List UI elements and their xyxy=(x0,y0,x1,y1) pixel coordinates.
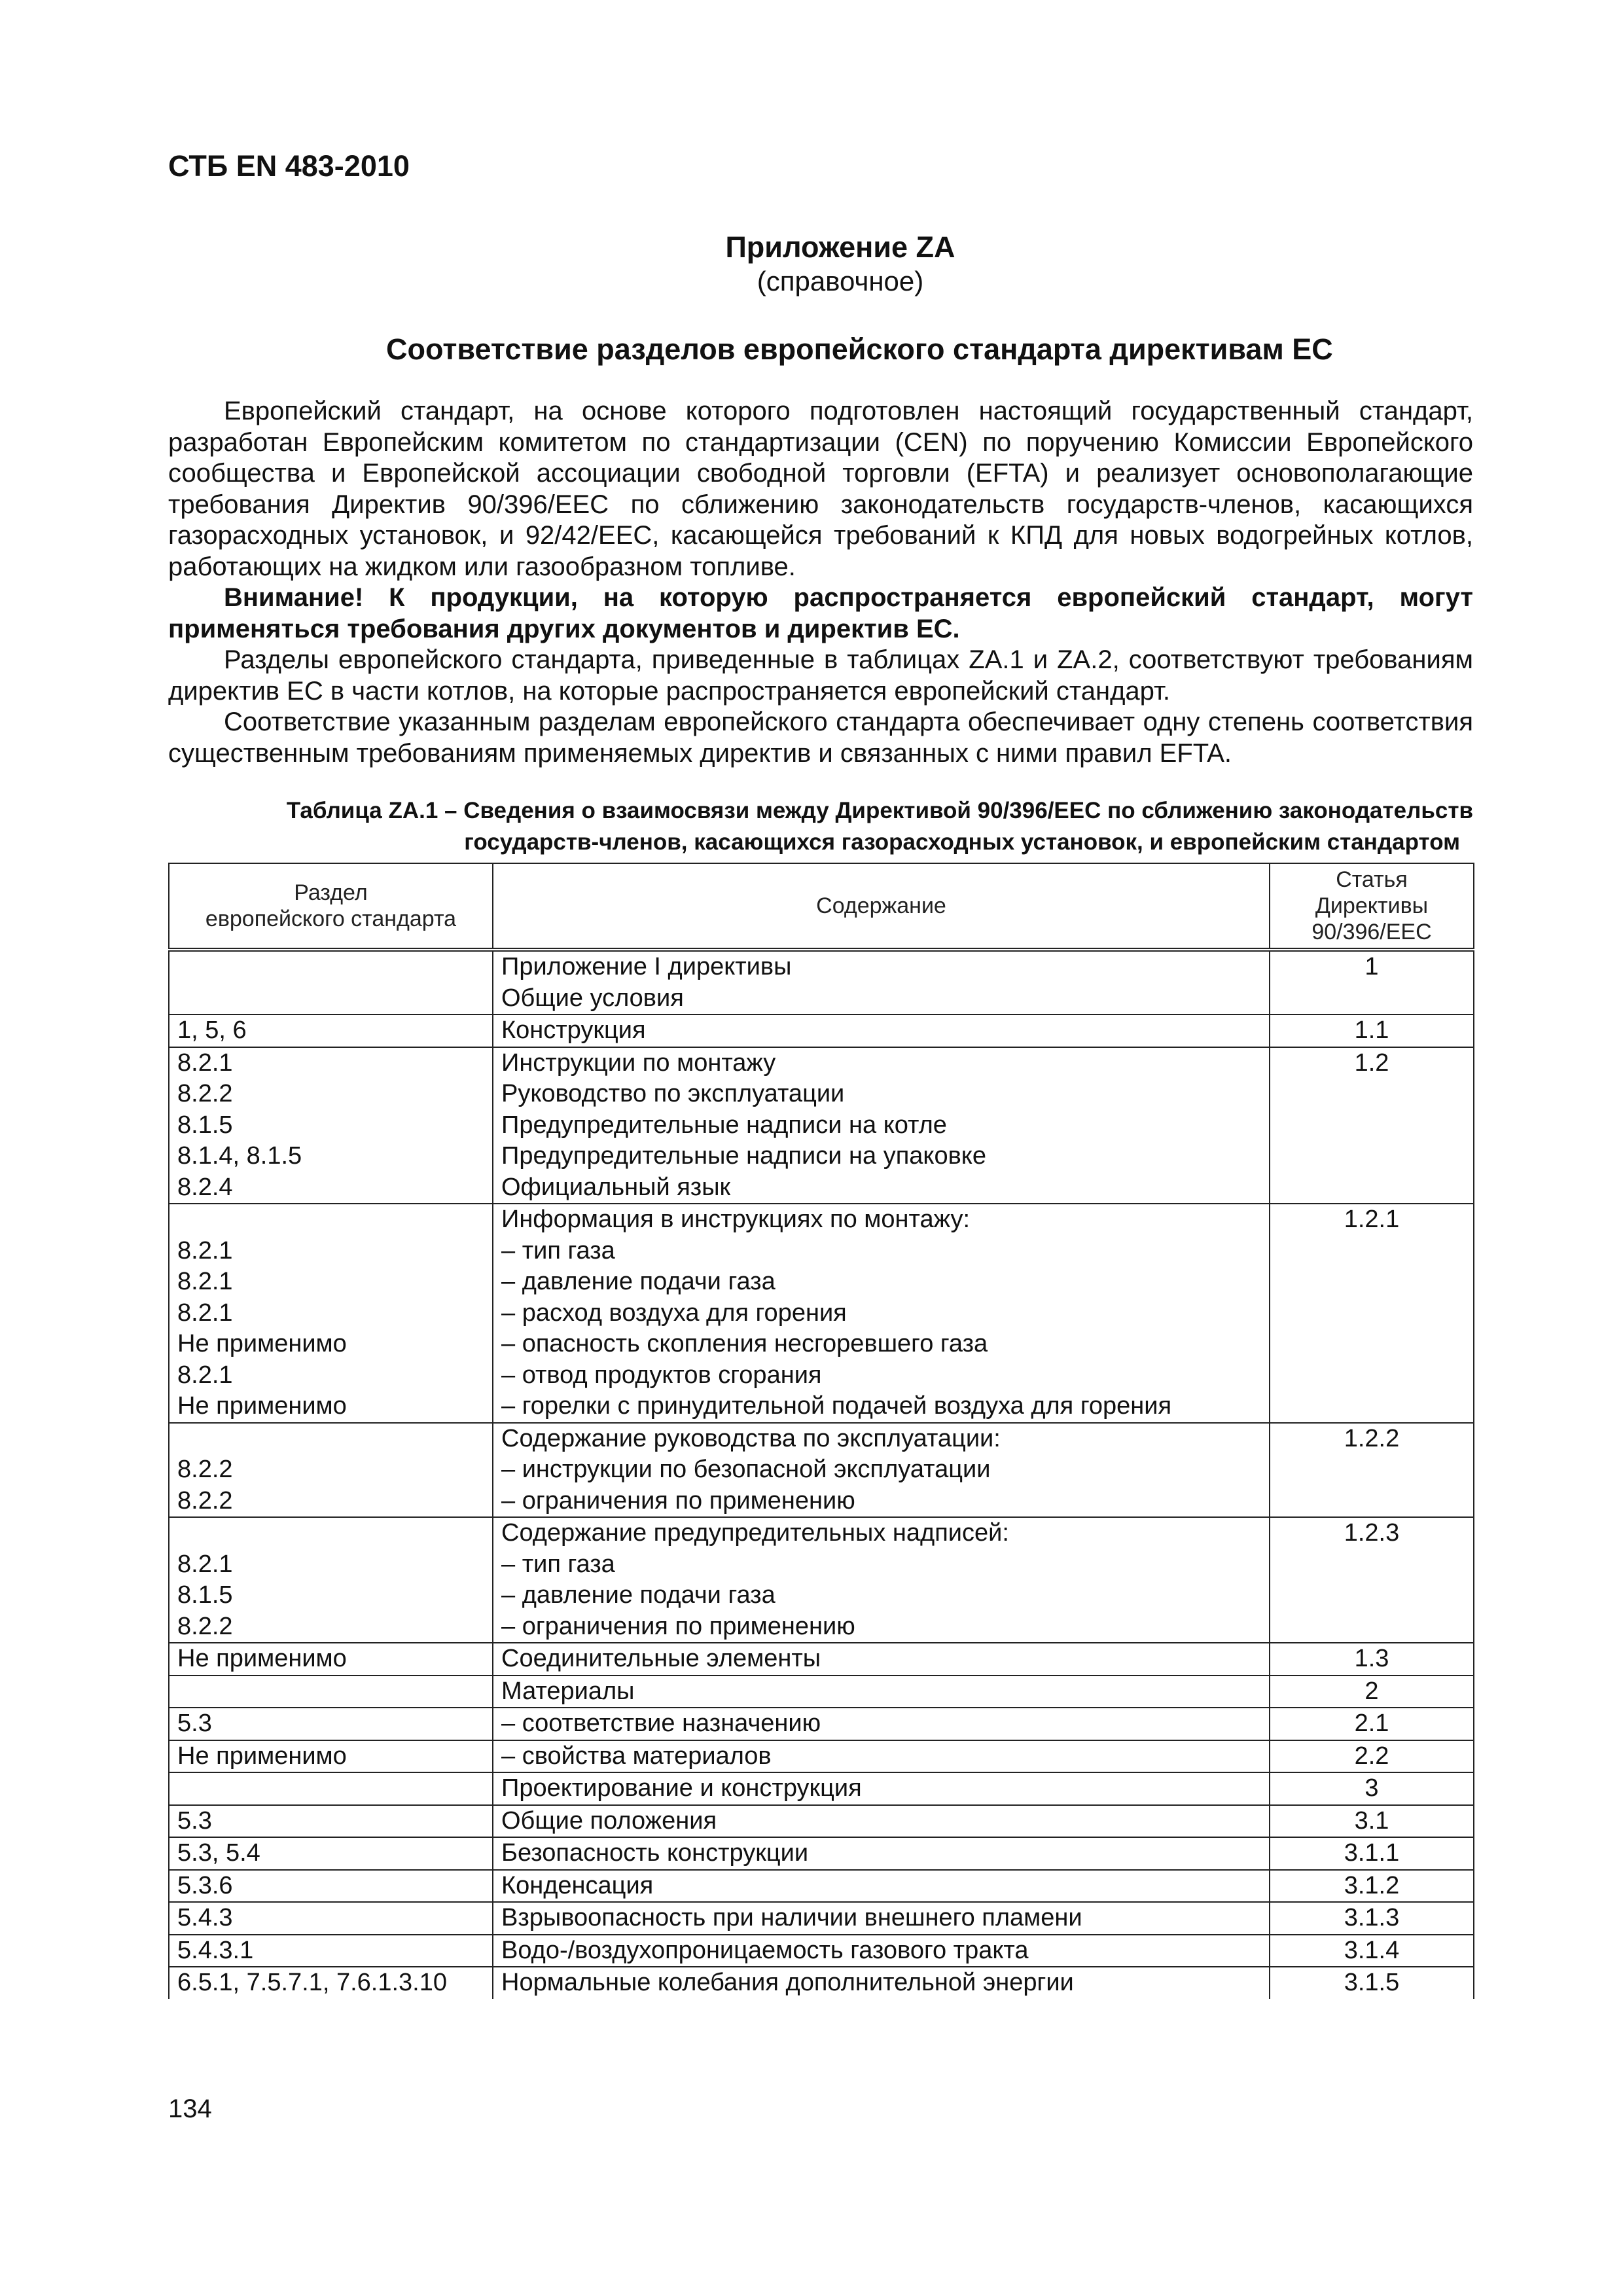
cell-section: 8.2.1 8.1.5 8.2.2 xyxy=(169,1517,493,1643)
cell-section xyxy=(169,1676,493,1708)
cell-content: Проектирование и конструкция xyxy=(493,1772,1270,1805)
cell-article: 1.3 xyxy=(1270,1643,1474,1676)
cell-article: 3.1.5 xyxy=(1270,1967,1474,1999)
paragraph-conformity: Соответствие указанным разделам европейского стандарта обеспечивает одну степень соответствия существенным требованиям применяемых директив и связанных с ними правил EFTA. xyxy=(168,708,1473,768)
body-text xyxy=(168,396,1473,769)
table-row xyxy=(169,1708,1474,1740)
cell-section: 6.5.1, 7.5.7.1, 7.6.1.3.10 xyxy=(169,1967,493,1999)
cell-section: 8.2.2 8.2.2 xyxy=(169,1423,493,1518)
table-row xyxy=(169,1643,1474,1676)
table-row xyxy=(169,1423,1474,1518)
cell-article: 1.1 xyxy=(1270,1014,1474,1047)
cell-section: 5.3, 5.4 xyxy=(169,1837,493,1870)
cell-content: Безопасность конструкции xyxy=(493,1837,1270,1870)
cell-section: Не применимо xyxy=(169,1740,493,1773)
cell-article: 2 xyxy=(1270,1676,1474,1708)
table-caption-line-1: Таблица ZA.1 – Сведения о взаимосвязи между Директивой 90/396/ЕЕС по сближению законодательств xyxy=(286,798,1473,823)
table-row xyxy=(169,1676,1474,1708)
page-number: 134 xyxy=(168,2094,212,2123)
cell-section: Не применимо xyxy=(169,1643,493,1676)
cell-article: 3.1.2 xyxy=(1270,1870,1474,1903)
cell-section: 5.3.6 xyxy=(169,1870,493,1903)
cell-section: 8.2.1 8.2.1 8.2.1 Не применимо 8.2.1 Не применимо xyxy=(169,1204,493,1423)
paragraph-warning: Внимание! К продукции, на которую распространяется европейский стандарт, могут применяться требования других документов и директив ЕС. xyxy=(168,583,1473,643)
cell-content: Материалы xyxy=(493,1676,1270,1708)
paragraph-intro: Европейский стандарт, на основе которого подготовлен настоящий государственный стандарт, разработан Европейским комитетом по стандартизации (CEN) по поручению Комиссии Европейского сообщества и Европейской ассоциации свободной торговли (EFTA) и реализует основополагающие требования Директив 90/396/ЕЕС по сближению законодательств государств-членов, касающихся газорасходных установок, и 92/42/ЕЕС, касающейся требований к КПД для новых водогрейных котлов, работающих на жидком или газообразном топливе. xyxy=(168,397,1473,581)
header-section: Раздел европейского стандарта xyxy=(169,863,493,950)
table-row xyxy=(169,1870,1474,1903)
paragraph-sections: Разделы европейского стандарта, приведенные в таблицах ZA.1 и ZA.2, соответствуют требованиям директив ЕС в части котлов, на которые распространяется европейский стандарт. xyxy=(168,645,1473,706)
table-row xyxy=(169,1047,1474,1204)
table-row xyxy=(169,950,1474,1014)
cell-article: 3.1.4 xyxy=(1270,1935,1474,1967)
cell-content: Содержание руководства по эксплуатации: – инструкции по безопасной эксплуатации – ограничения по применению xyxy=(493,1423,1270,1518)
document-standard-code: СТБ EN 483-2010 xyxy=(168,149,410,183)
cell-section: 5.3 xyxy=(169,1805,493,1838)
table-row xyxy=(169,1935,1474,1967)
table-row xyxy=(169,1837,1474,1870)
cell-section: 5.3 xyxy=(169,1708,493,1740)
cell-article: 3.1.3 xyxy=(1270,1902,1474,1935)
cell-content: Нормальные колебания дополнительной энергии xyxy=(493,1967,1270,1999)
cell-content: Водо-/воздухопроницаемость газового тракта xyxy=(493,1935,1270,1967)
cell-section xyxy=(169,1772,493,1805)
table-header-row xyxy=(169,863,1474,950)
cell-article: 2.2 xyxy=(1270,1740,1474,1773)
table-row xyxy=(169,1517,1474,1643)
table-row xyxy=(169,1740,1474,1773)
cell-content: Содержание предупредительных надписей: – тип газа – давление подачи газа – ограничения по применению xyxy=(493,1517,1270,1643)
cell-section: 5.4.3.1 xyxy=(169,1935,493,1967)
table-row xyxy=(169,1772,1474,1805)
cell-content: – соответствие назначению xyxy=(493,1708,1270,1740)
cell-content: Общие положения xyxy=(493,1805,1270,1838)
cell-content: – свойства материалов xyxy=(493,1740,1270,1773)
table-caption-line-2: государств-членов, касающихся газорасходных установок, и европейским стандартом xyxy=(464,829,1460,855)
cell-article: 1.2.3 xyxy=(1270,1517,1474,1643)
header-article: Статья Директивы 90/396/ЕЕС xyxy=(1270,863,1474,950)
annex-title: Приложение ZA xyxy=(725,230,955,264)
cell-section xyxy=(169,950,493,1014)
table-row xyxy=(169,1967,1474,1999)
cell-article: 3.1.1 xyxy=(1270,1837,1474,1870)
cell-article: 1.2.1 xyxy=(1270,1204,1474,1423)
annex-subtitle: (справочное) xyxy=(757,266,924,296)
cell-content: Информация в инструкциях по монтажу: – тип газа – давление подачи газа – расход воздуха для горения – опасность скопления несгоревшего газа – отвод продуктов сгорания – горелки с принудительной подачей воздуха для горения xyxy=(493,1204,1270,1423)
cell-article: 3 xyxy=(1270,1772,1474,1805)
cell-article: 1.2.2 xyxy=(1270,1423,1474,1518)
cell-article: 1 xyxy=(1270,950,1474,1014)
cell-content: Конденсация xyxy=(493,1870,1270,1903)
header-content: Содержание xyxy=(493,863,1270,950)
cell-content: Приложение I директивы Общие условия xyxy=(493,950,1270,1014)
cell-article: 1.2 xyxy=(1270,1047,1474,1204)
section-heading: Соответствие разделов европейского стандарта директивам ЕС xyxy=(386,332,1333,366)
cell-section: 8.2.1 8.2.2 8.1.5 8.1.4, 8.1.5 8.2.4 xyxy=(169,1047,493,1204)
cell-article: 2.1 xyxy=(1270,1708,1474,1740)
table-caption xyxy=(168,795,1473,858)
correspondence-table xyxy=(168,863,1474,1999)
cell-section: 5.4.3 xyxy=(169,1902,493,1935)
cell-content: Конструкция xyxy=(493,1014,1270,1047)
table-row xyxy=(169,1204,1474,1423)
cell-content: Инструкции по монтажу Руководство по эксплуатации Предупредительные надписи на котле Предупредительные надписи на упаковке Официальный язык xyxy=(493,1047,1270,1204)
table-body xyxy=(169,950,1474,1999)
cell-content: Взрывоопасность при наличии внешнего пламени xyxy=(493,1902,1270,1935)
cell-section: 1, 5, 6 xyxy=(169,1014,493,1047)
cell-content: Соединительные элементы xyxy=(493,1643,1270,1676)
table-row xyxy=(169,1014,1474,1047)
cell-article: 3.1 xyxy=(1270,1805,1474,1838)
table-row xyxy=(169,1902,1474,1935)
table-row xyxy=(169,1805,1474,1838)
